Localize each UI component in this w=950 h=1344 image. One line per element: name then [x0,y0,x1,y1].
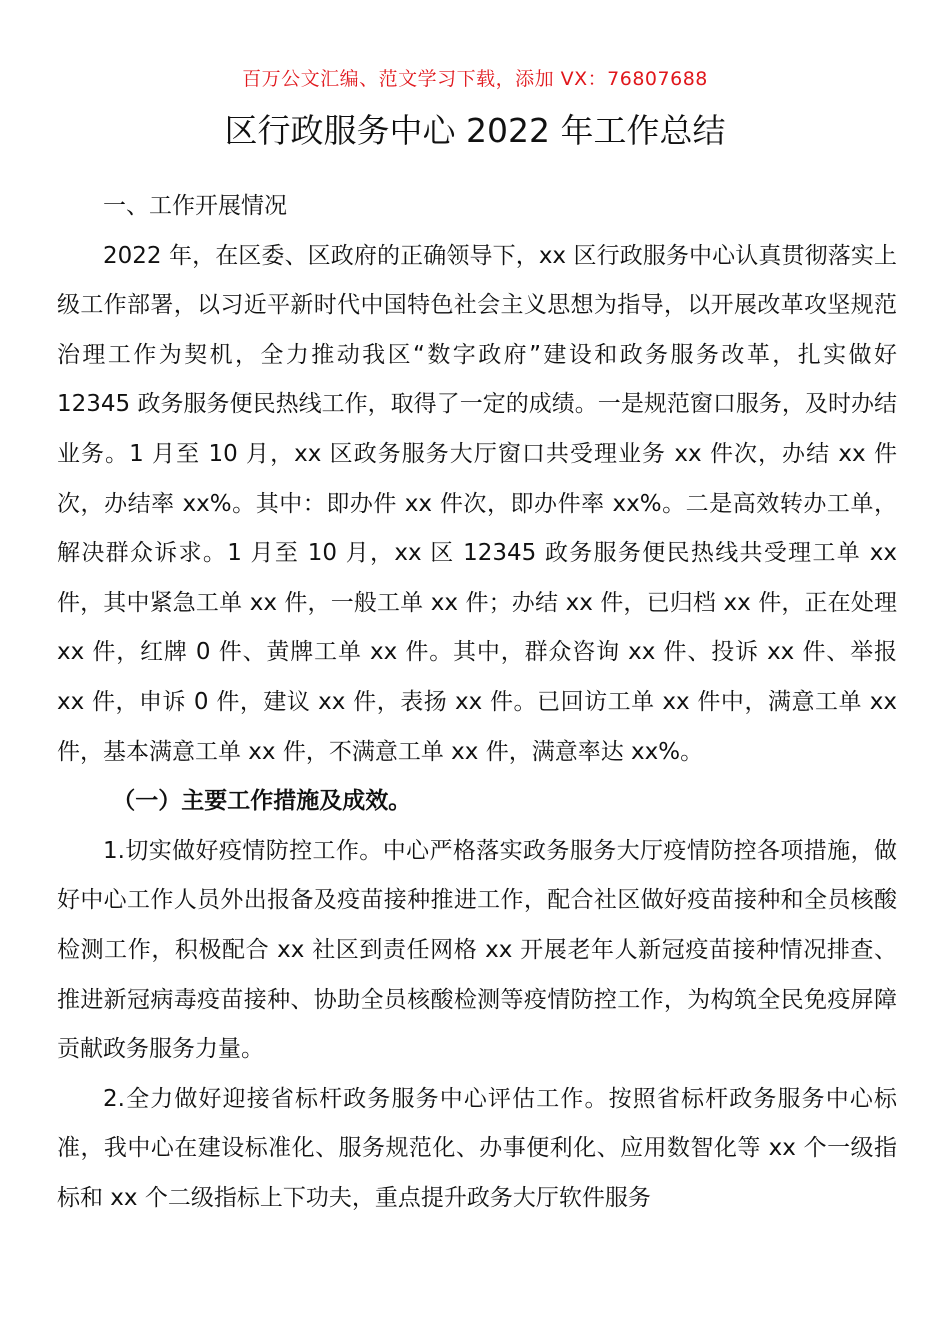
document-title: 区行政服务中心 2022 年工作总结 [224,111,726,150]
paragraph-item-1: 1.切实做好疫情防控工作。中心严格落实政务服务大厅疫情防控各项措施，做好中心工作人员外出报备及疫苗接种推进工作，配合社区做好疫苗接种和全员核酸检测工作，积极配合 xx 社区到责任网格 xx 开展老年人新冠疫苗接种情况排查、推进新冠病毒疫苗接种、协助全员核酸检测等疫情防控工作，为构筑全民免疫屏障贡献政务服务力量。 [57,837,897,1063]
section-heading-1: 一、工作开展情况 [103,193,287,219]
subsection-heading-1: （一）主要工作措施及成效。 [112,788,412,815]
document-body [57,182,897,1223]
watermark-text: 百万公文汇编、范文学习下载，添加 VX：76807688 [242,68,708,90]
paragraph-item-2: 2.全力做好迎接省标杆政务服务中心评估工作。按照省标杆政务服务中心标准，我中心在建设标准化、服务规范化、办事便利化、应用数智化等 xx 个一级指标和 xx 个二级指标上下功夫，重点提升政务大厅软件服务 [57,1085,897,1211]
paragraph-1: 2022 年，在区委、区政府的正确领导下，xx 区行政服务中心认真贯彻落实上级工作部署，以习近平新时代中国特色社会主义思想为指导，以开展改革攻坚规范治理工作为契机，全力推动我区“数字政府”建设和政务服务改革，扎实做好 12345 政务服务便民热线工作，取得了一定的成绩。一是规范窗口服务，及时办结业务。1 月至 10 月，xx 区政务服务大厅窗口共受理业务 xx 件次，办结 xx 件次，办结率 xx%。其中：即办件 xx 件次，即办件率 xx%。二是高效转办工单，解决群众诉求。1 月至 10 月，xx 区 12345 政务服务便民热线共受理工单 xx 件，其中紧急工单 xx 件，一般工单 xx 件；办结 xx 件，已归档 xx 件，正在处理 xx 件，红牌 0 件、黄牌工单 xx 件。其中，群众咨询 xx 件、投诉 xx 件、举报 xx 件，申诉 0 件，建议 xx 件，表扬 xx 件。已回访工单 xx 件中，满意工单 xx 件，基本满意工单 xx 件，不满意工单 xx 件，满意率达 xx%。 [57,242,897,765]
